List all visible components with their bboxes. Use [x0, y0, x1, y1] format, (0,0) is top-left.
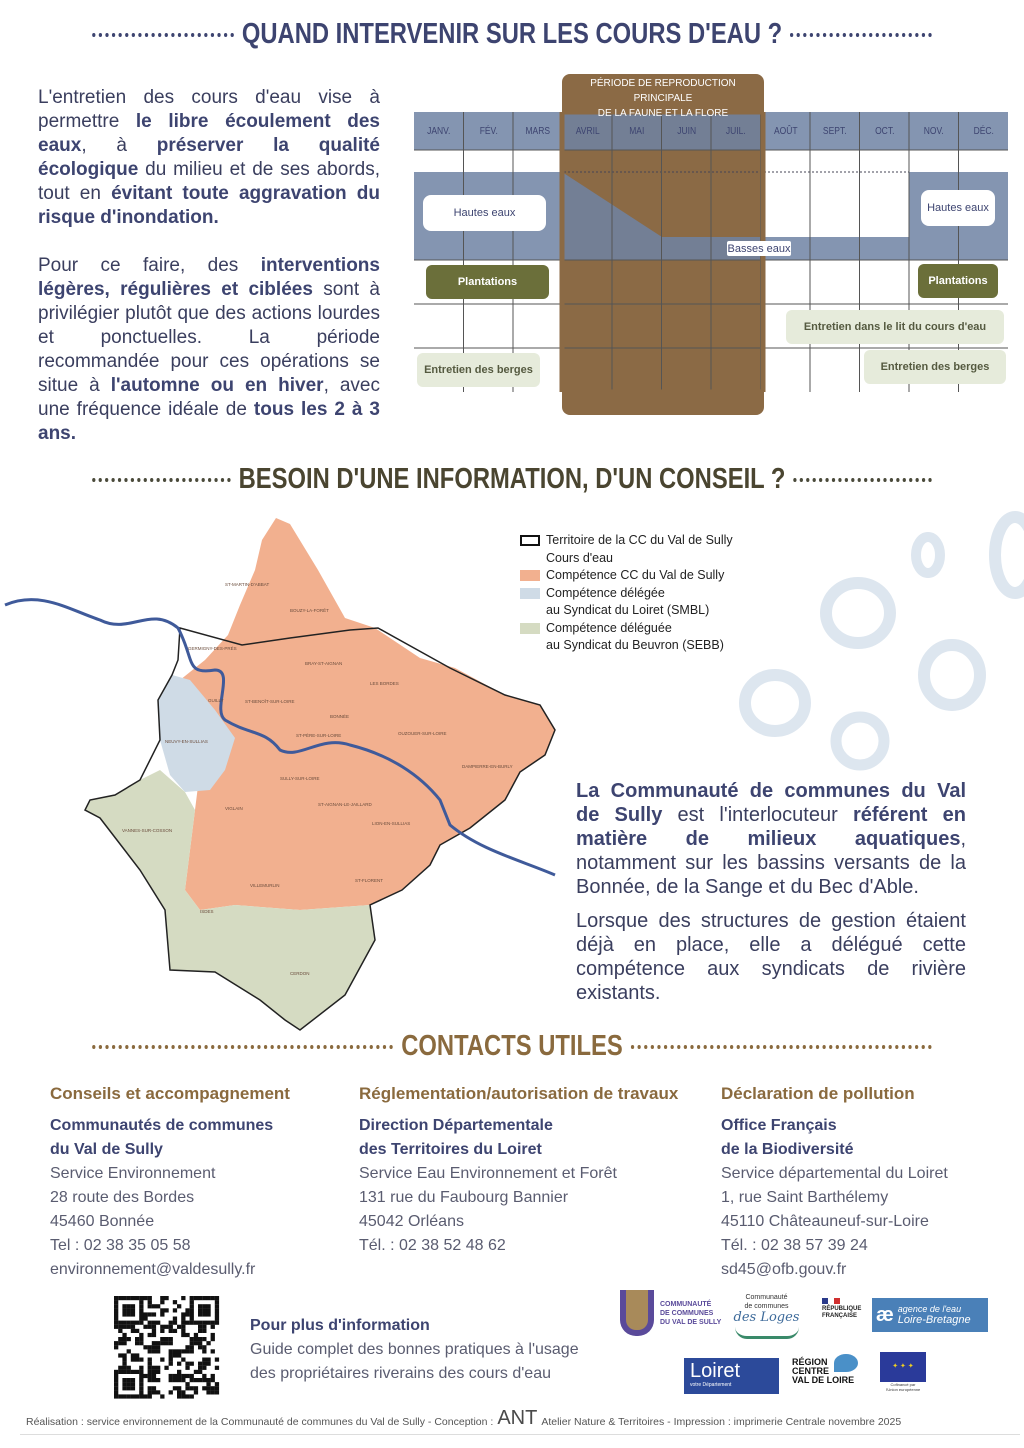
month-0: JANV. — [427, 125, 451, 137]
divider — [790, 33, 931, 37]
logo-text: DU VAL DE SULLY — [660, 1318, 722, 1326]
contact-org: de la Biodiversité — [721, 1141, 854, 1158]
more-info-text: des propriétaires riverains des cours d'eau — [250, 1365, 551, 1382]
contact-email-link[interactable]: sd45@ofb.gouv.fr — [721, 1261, 847, 1278]
entretien-berges-bar: Entretien des berges — [417, 353, 540, 387]
contact-block — [721, 1082, 948, 1282]
body-text: , notamment sur les bassins versants de la Bonnée, de la Sange et du Bec d'Able. — [576, 828, 966, 898]
title-text: CONTACTS UTILES — [401, 1030, 623, 1062]
logo-text: FRANÇAISE — [822, 1313, 858, 1319]
logo-agence-eau — [872, 1298, 988, 1332]
footer-rule — [20, 1434, 1020, 1435]
period-label-line: DE LA FAUNE ET LA FLORE — [597, 108, 729, 119]
logo-text: Communauté — [745, 1294, 788, 1301]
footer-text: Atelier Nature & Territoires - Impression : imprimerie Centrale novembre 2025 — [541, 1416, 902, 1428]
town-label: CERDON — [290, 971, 310, 976]
logo-text: COMMUNAUTÉ — [660, 1300, 712, 1308]
month-8: SEPT. — [822, 125, 847, 137]
decorative-rings — [730, 505, 1024, 775]
territory-map — [0, 510, 570, 1035]
logo-text: agence de l'eau — [897, 1304, 962, 1314]
month-4: MAI — [629, 125, 645, 137]
section-title-info — [92, 463, 932, 496]
contact-heading: Déclaration de pollution — [721, 1084, 915, 1103]
region-heart-icon — [834, 1354, 858, 1372]
divider — [794, 478, 932, 482]
ant-logo: ANT — [497, 1407, 538, 1429]
emphasis-text: le libre écoulement des eaux — [38, 111, 380, 156]
logo-text: Loire-Bretagne — [897, 1314, 971, 1326]
body-text: est l'interlocuteur — [662, 804, 853, 826]
map-legend — [520, 532, 733, 655]
section-title-contacts — [92, 1030, 932, 1063]
body-text: , à — [81, 135, 157, 156]
legend-item-river — [520, 550, 733, 568]
town-label: VIGLAIN — [225, 806, 243, 811]
town-label: VILLEMURLIN — [250, 883, 280, 888]
divider — [92, 478, 230, 482]
period-label-line: PÉRIODE DE REPRODUCTION PRINCIPALE — [590, 78, 736, 104]
title-text: BESOIN D'UNE INFORMATION, D'UN CONSEIL ? — [238, 463, 786, 495]
intro-paragraph-1 — [38, 86, 380, 230]
logo-text: RÉGION — [792, 1357, 828, 1367]
contact-heading: Conseils et accompagnement — [50, 1084, 290, 1103]
town-label: NEUVY-EN-SULLIAS — [165, 739, 208, 744]
legend-item-cc — [520, 567, 733, 585]
body-text: , avec une fréquence idéale de — [38, 375, 380, 420]
town-label: ST-MARTIN-D'ABBAT — [225, 582, 270, 587]
val-de-sully-icon — [620, 1290, 654, 1336]
more-info — [250, 1314, 579, 1386]
town-label: LION-EN-SULLIAS — [372, 821, 411, 826]
town-label: BRAY-ST-AIGNAN — [305, 661, 343, 666]
contact-line: Service Environnement — [50, 1165, 216, 1182]
body-text: L'entretien des cours d'eau vise à permettre — [38, 87, 380, 132]
intro-text — [38, 86, 380, 446]
legend-item-sebb — [520, 620, 733, 638]
logo-text: Cofinancé par — [890, 1382, 916, 1387]
logo-text: DE COMMUNES — [660, 1309, 714, 1317]
logo-republique — [822, 1298, 861, 1320]
town-label: ISDES — [200, 909, 214, 914]
entretien-berges-bar: Entretien des berges — [864, 350, 1006, 384]
logo-text: des Loges — [733, 1310, 800, 1325]
town-label: SULLY-SUR-LOIRE — [280, 776, 320, 781]
title-text: QUAND INTERVENIR SUR LES COURS D'EAU ? — [241, 18, 783, 50]
month-10: NOV. — [923, 125, 944, 137]
hautes-eaux-label: Hautes eaux — [423, 195, 546, 231]
contact-line: 45042 Orléans — [359, 1213, 464, 1230]
contact-block — [359, 1082, 678, 1258]
emphasis-text: tous les 2 à 3 ans. — [38, 399, 380, 444]
contact-heading: Réglementation/autorisation de travaux — [359, 1084, 679, 1103]
month-1: FÉV. — [479, 125, 498, 137]
month-11: DÉC. — [973, 125, 994, 137]
contact-line: Tél. : 02 38 52 48 62 — [359, 1237, 506, 1254]
contact-line: Service Eau Environnement et Forêt — [359, 1165, 617, 1182]
contact-line: Tél. : 02 38 57 39 24 — [721, 1237, 868, 1254]
legend-item-smbl — [520, 585, 733, 603]
qr-code[interactable] — [114, 1296, 220, 1400]
town-label: ST-PÈRE-SUR-LOIRE — [296, 733, 342, 738]
logo-text: RÉPUBLIQUE — [822, 1306, 862, 1312]
footer-text: Réalisation : service environnement de la Communauté de communes du Val de Sully - Conception : — [26, 1416, 494, 1428]
plantations-bar: Plantations — [918, 264, 998, 298]
loges-swoosh-icon — [735, 1327, 799, 1339]
logo-val-de-sully — [620, 1290, 721, 1336]
contact-line: 131 rue du Faubourg Bannier — [359, 1189, 569, 1206]
legend-label: Cours d'eau — [546, 550, 614, 565]
logo-loges — [724, 1293, 809, 1339]
emphasis-text: l'automne ou en hiver — [110, 375, 324, 396]
town-label: DAMPIERRE-EN-BURLY — [462, 764, 513, 769]
contact-line: 1, rue Saint Barthélemy — [721, 1189, 889, 1206]
town-label: ST-BENOÎT-SUR-LOIRE — [245, 699, 295, 704]
legend-label: au Syndicat du Loiret (SMBL) — [546, 603, 710, 617]
divider — [92, 1045, 393, 1049]
emphasis-text: référent en matière de milieux aquatiques — [576, 804, 966, 850]
legend-item-sebb-cont — [520, 637, 733, 655]
month-6: JUIL. — [725, 125, 746, 137]
legend-label: Compétence CC du Val de Sully — [546, 568, 725, 582]
logo-text: Loiret — [690, 1360, 741, 1382]
legend-label: au Syndicat du Beuvron (SEBB) — [546, 638, 724, 652]
marianne-flag-icon — [822, 1298, 840, 1304]
logo-eu — [880, 1352, 926, 1392]
emphasis-text: évitant toute aggravation du risque d'inondation. — [38, 183, 380, 228]
legend-item-smbl-cont — [520, 602, 733, 620]
logo-region-centre — [792, 1358, 854, 1385]
body-text: sont à privilégier plutôt que des actions lourdes et ponctuelles. La période recommandée pour ces opérations se situe à — [38, 279, 380, 396]
body-text: Pour ce faire, des — [38, 255, 261, 276]
town-label: OUZOUER-SUR-LOIRE — [398, 731, 447, 736]
more-info-title: Pour plus d'information — [250, 1317, 430, 1334]
town-label: VANNES-SUR-COSSON — [122, 828, 173, 833]
logo-text: CENTRE — [792, 1366, 830, 1376]
town-label: GUILLY — [208, 698, 224, 703]
town-label: ST-FLORENT — [355, 878, 384, 883]
month-3: AVRIL — [575, 125, 600, 137]
contact-org: Communautés de communes — [50, 1117, 274, 1134]
cc-text — [576, 779, 966, 1005]
more-info-text: Guide complet des bonnes pratiques à l'usage — [250, 1341, 579, 1358]
contact-line: Service départemental du Loiret — [721, 1165, 948, 1182]
contact-line: 45110 Châteauneuf-sur-Loire — [721, 1213, 929, 1230]
month-2: MARS — [525, 125, 551, 137]
logo-text: votre Département — [690, 1382, 732, 1388]
emphasis-text: La Communauté de communes du Val de Sully — [576, 780, 966, 826]
legend-label: Compétence délégée — [546, 585, 665, 600]
contact-line: Tel : 02 38 35 05 58 — [50, 1237, 191, 1254]
hautes-eaux-label: Hautes eaux — [921, 190, 995, 226]
body-text: du milieu et de ses abords, tout en — [38, 159, 380, 204]
divider — [92, 33, 233, 37]
contact-email-link[interactable]: environnement@valdesully.fr — [50, 1261, 256, 1278]
logo-text: l'Union européenne — [885, 1387, 921, 1392]
legend-label: Compétence déléguée — [546, 620, 672, 635]
contact-org: Direction Départementale — [359, 1117, 553, 1134]
town-label: BONNÉE — [330, 714, 350, 719]
divider — [631, 1045, 932, 1049]
reproduction-period-label — [562, 76, 764, 121]
town-label: ST-AIGNAN-LE-JAILLARD — [318, 802, 372, 807]
eu-flag-icon: ✦ ✦ ✦ — [880, 1352, 926, 1382]
contact-org: des Territoires du Loiret — [359, 1141, 542, 1158]
plantations-bar: Plantations — [426, 265, 549, 299]
contact-org: du Val de Sully — [50, 1141, 163, 1158]
contact-org: Office Français — [721, 1117, 837, 1134]
contact-block — [50, 1082, 290, 1282]
logo-text: VAL DE LOIRE — [792, 1375, 855, 1385]
legend-item-territory — [520, 532, 733, 550]
town-label: BOUZY-LA-FORÊT — [290, 608, 329, 613]
logo-loiret — [684, 1358, 779, 1394]
contact-line: 28 route des Bordes — [50, 1189, 195, 1206]
contact-line: 45460 Bonnée — [50, 1213, 155, 1230]
entretien-lit-bar: Entretien dans le lit du cours d'eau — [786, 310, 1004, 344]
month-5: JUIN — [676, 125, 696, 137]
footer-credits — [26, 1408, 901, 1428]
town-label: LES BORDES — [370, 681, 399, 686]
section-title-when — [92, 18, 932, 51]
logo-text: de communes — [744, 1303, 789, 1310]
delegation-description: Lorsque des structures de gestion étaient déjà en place, elle a délégué cette compétence aux syndicats de rivière existants. — [576, 910, 966, 1004]
legend-label: Territoire de la CC du Val de Sully — [546, 533, 733, 547]
basses-eaux-label: Basses eaux — [727, 242, 791, 255]
cc-description — [576, 779, 966, 899]
month-7: AOÛT — [773, 125, 798, 137]
agence-ae-icon: æ — [876, 1303, 894, 1326]
month-9: OCT. — [874, 125, 894, 137]
intro-paragraph-2 — [38, 254, 380, 446]
emphasis-text: interventions légères, régulières et ciblées — [38, 255, 380, 300]
town-label: GERMIGNY-DES-PRÉS — [188, 646, 237, 651]
map-region-val-de-sully — [180, 518, 555, 910]
emphasis-text: préserver la qualité écologique — [38, 135, 380, 180]
